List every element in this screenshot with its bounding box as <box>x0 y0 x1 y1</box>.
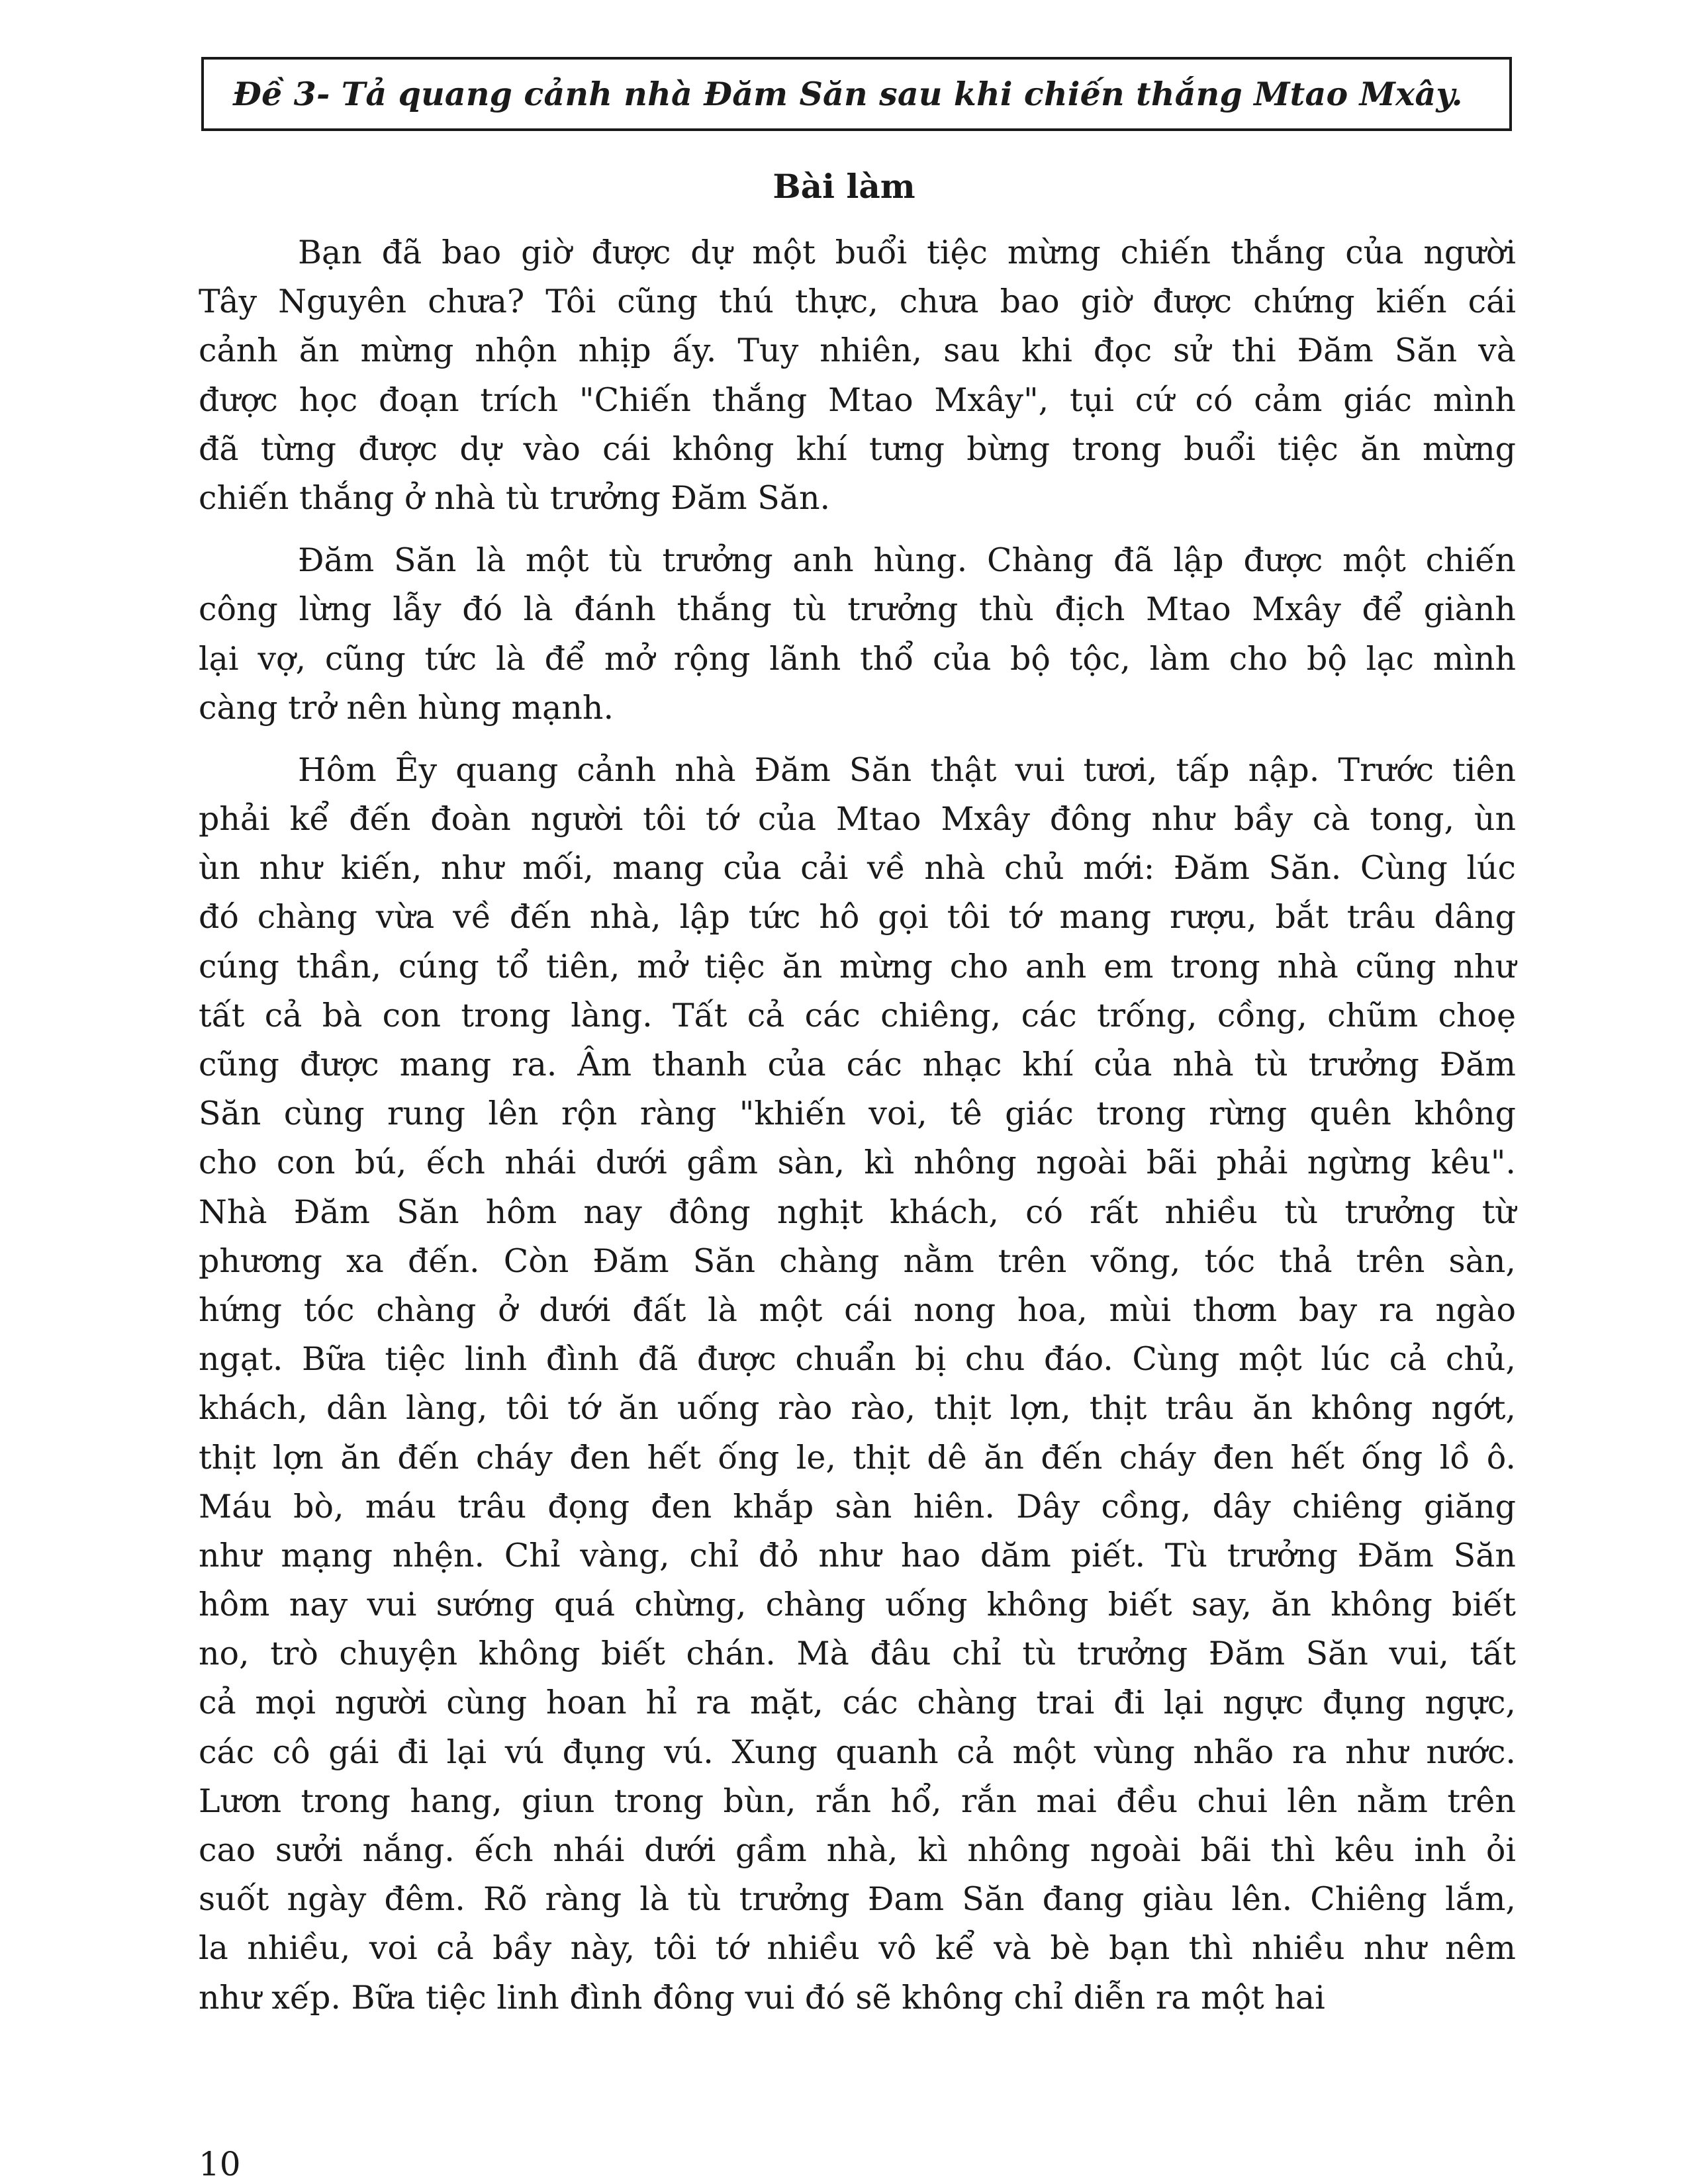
text-line: chiến thắng ở nhà tù trưởng Đăm Săn. <box>199 478 831 517</box>
text-line: càng trở nên hùng mạnh. <box>199 688 614 727</box>
text-line: phương xa đến. Còn Đăm Săn chàng nằm trên võng, tóc thả trên sàn, <box>199 1242 1516 1280</box>
text-line: ùn như kiến, như mối, mang của cải về nhà chủ mới: Đăm Săn. Cùng lúc <box>199 849 1516 887</box>
text-line: đã từng được dự vào cái không khí tưng bừng trong buổi tiệc ăn mừng <box>199 430 1516 468</box>
text-line: hứng tóc chàng ở dưới đất là một cái nong hoa, mùi thơm bay ra ngào <box>199 1291 1516 1329</box>
text-line: thịt lợn ăn đến cháy đen hết ống le, thịt dê ăn đến cháy đen hết ống lồ ô. <box>199 1438 1516 1477</box>
text-line: suốt ngày đêm. Rõ ràng là tù trưởng Đam Săn đang giàu lên. Chiêng lắm, <box>199 1880 1516 1919</box>
paragraph <box>199 746 1516 2023</box>
text-line: la nhiều, voi cả bầy này, tôi tớ nhiều vô kể và bè bạn thì nhiều như nêm <box>199 1929 1516 1968</box>
page-number: 10 <box>199 2145 241 2183</box>
text-line: như mạng nhện. Chỉ vàng, chỉ đỏ như hao dăm piết. Tù trưởng Đăm Săn <box>199 1536 1516 1574</box>
text-line: hôm nay vui sướng quá chừng, chàng uống không biết say, ăn không biết <box>199 1586 1516 1624</box>
text-line: cúng thần, cúng tổ tiên, mở tiệc ăn mừng cho anh em trong nhà cũng như <box>199 947 1516 985</box>
text-line: khách, dân làng, tôi tớ ăn uống rào rào, thịt lợn, thịt trâu ăn không ngớt, <box>199 1389 1516 1428</box>
text-line: được học đoạn trích "Chiến thắng Mtao Mxây", tụi cứ có cảm giác mình <box>199 381 1516 419</box>
text-line: cho con bú, ếch nhái dưới gầm sàn, kì nhông ngoài bãi phải ngừng kêu". <box>199 1144 1516 1182</box>
text-line: cảnh ăn mừng nhộn nhịp ấy. Tuy nhiên, sau khi đọc sử thi Đăm Săn và <box>199 332 1516 370</box>
title-box <box>201 57 1512 131</box>
text-line: công lừng lẫy đó là đánh thắng tù trưởng thù địch Mtao Mxây để giành <box>199 590 1516 629</box>
text-line: Bạn đã bao giờ được dự một buổi tiệc mừng chiến thắng của người <box>298 234 1516 271</box>
text-line: như xếp. Bữa tiệc linh đình đông vui đó sẽ không chỉ diễn ra một hai <box>199 1978 1325 2017</box>
paragraph <box>199 536 1516 733</box>
text-line: tất cả bà con trong làng. Tất cả các chiêng, các trống, cồng, chũm choẹ <box>199 996 1516 1034</box>
text-line: no, trò chuyện không biết chán. Mà đâu chỉ tù trưởng Đăm Săn vui, tất <box>199 1635 1516 1673</box>
text-line: Nhà Đăm Săn hôm nay đông nghịt khách, có rất nhiều tù trưởng từ <box>199 1193 1516 1231</box>
text-line: đó chàng vừa về đến nhà, lập tức hô gọi tôi tớ mang rượu, bắt trâu dâng <box>199 898 1516 936</box>
text-line: phải kể đến đoàn người tôi tớ của Mtao Mxây đông như bầy cà tong, ùn <box>199 800 1516 839</box>
text-line: Lươn trong hang, giun trong bùn, rắn hổ, rắn mai đều chui lên nằm trên <box>199 1782 1516 1820</box>
essay-title: Đề 3- Tả quang cảnh nhà Đăm Săn sau khi chiến thắng Mtao Mxây. <box>233 75 1463 113</box>
text-line: cũng được mang ra. Âm thanh của các nhạc khí của nhà tù trưởng Đăm <box>199 1046 1516 1083</box>
text-line: Săn cùng rung lên rộn ràng "khiến voi, tê giác trong rừng quên không <box>199 1095 1516 1133</box>
paragraph <box>199 228 1516 523</box>
section-heading: Bài làm <box>773 167 915 206</box>
text-line: Tây Nguyên chưa? Tôi cũng thú thực, chưa bao giờ được chứng kiến cái <box>199 283 1516 321</box>
text-line: Đăm Săn là một tù trưởng anh hùng. Chàng đã lập được một chiến <box>298 541 1516 580</box>
text-line: Máu bò, máu trâu đọng đen khắp sàn hiên. Dây cồng, dây chiêng giăng <box>199 1487 1516 1525</box>
text-line: ngạt. Bữa tiệc linh đình đã được chuẩn bị chu đáo. Cùng một lúc cả chủ, <box>199 1340 1516 1379</box>
text-line: các cô gái đi lại vú đụng vú. Xung quanh cả một vùng nhão ra như nước. <box>199 1733 1516 1771</box>
text-line: cao sưởi nắng. ếch nhái dưới gầm nhà, kì nhông ngoài bãi thì kêu inh ỏi <box>199 1831 1516 1869</box>
text-line: lại vợ, cũng tức là để mở rộng lãnh thổ của bộ tộc, làm cho bộ lạc mình <box>199 639 1516 678</box>
text-line: cả mọi người cùng hoan hỉ ra mặt, các chàng trai đi lại ngực đụng ngực, <box>199 1684 1516 1722</box>
text-line: Hôm Êy quang cảnh nhà Đăm Săn thật vui tươi, tấp nập. Trước tiên <box>298 751 1516 789</box>
essay-body <box>199 228 1516 2036</box>
